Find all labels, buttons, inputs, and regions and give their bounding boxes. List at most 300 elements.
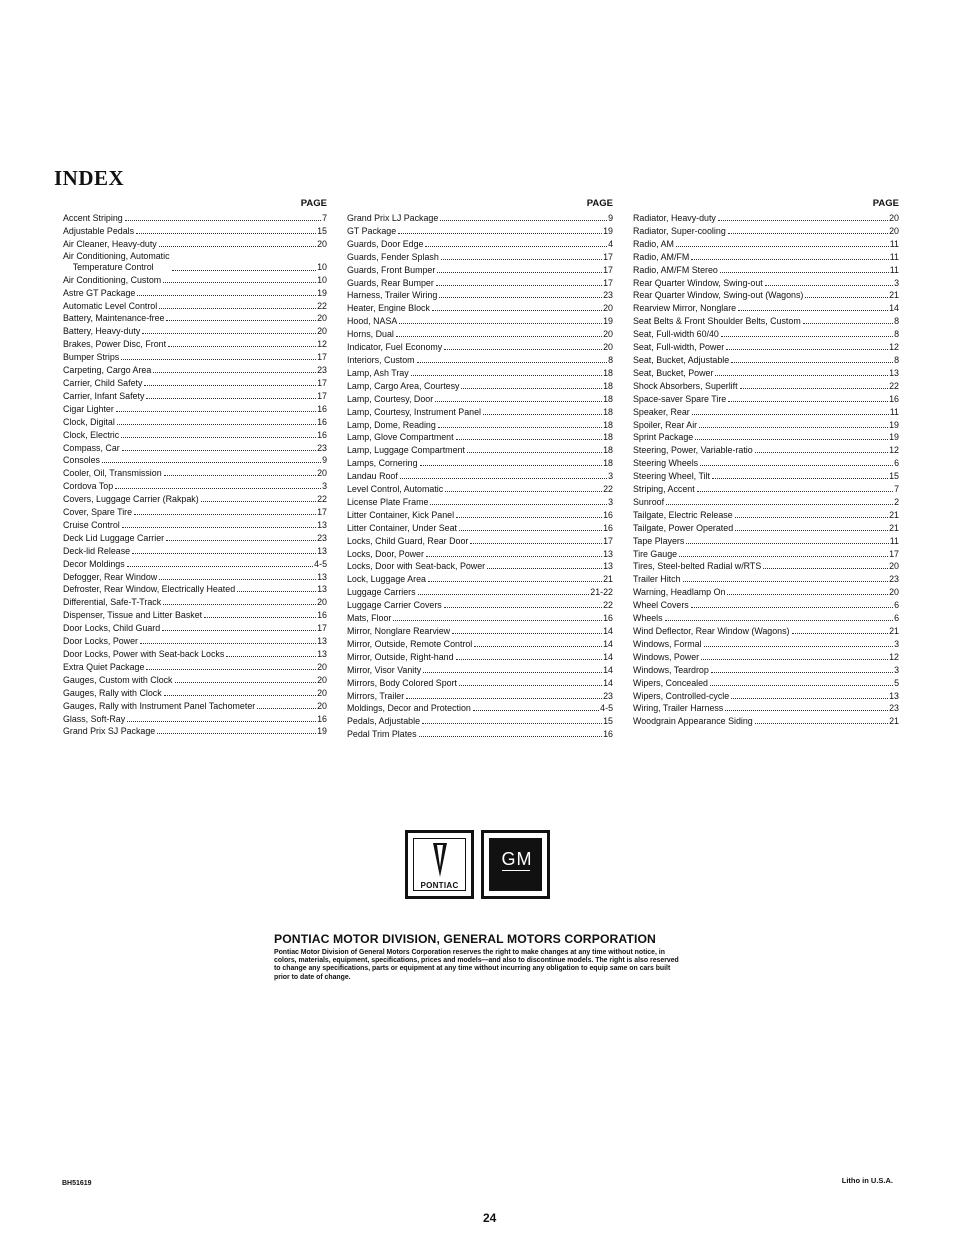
index-entry-page: 14 (889, 303, 899, 314)
index-entry (633, 238, 899, 251)
index-entry (63, 300, 327, 313)
index-entry-page: 6 (894, 600, 899, 611)
index-entry-page: 17 (317, 390, 327, 401)
index-entry-name: Luggage Carriers (347, 587, 416, 598)
index-entry-page: 23 (889, 703, 899, 714)
dot-leader (459, 530, 602, 531)
index-entry-page: 3 (608, 496, 613, 507)
litho-label: Litho in U.S.A. (841, 1176, 893, 1185)
index-entry-page: 17 (317, 623, 327, 634)
dot-leader (172, 270, 317, 271)
index-entry-page: 21 (603, 574, 613, 585)
index-entry-page: 15 (603, 716, 613, 727)
index-entry (347, 380, 613, 393)
dot-leader (419, 736, 603, 737)
index-entry-page: 16 (603, 522, 613, 533)
dot-leader (425, 246, 607, 247)
index-entry-name: Pedal Trim Plates (347, 729, 417, 740)
dot-leader (163, 282, 316, 283)
index-entry-page: 11 (889, 535, 899, 546)
dot-leader (718, 220, 888, 221)
index-entry-name: Indicator, Fuel Economy (347, 342, 443, 353)
dot-leader (159, 579, 316, 580)
index-entry-name: Speaker, Rear (633, 406, 690, 417)
index-entry (633, 431, 899, 444)
index-entry-page: 3 (894, 638, 899, 649)
dot-leader (418, 594, 590, 595)
index-entry (633, 457, 899, 470)
dot-leader (686, 543, 888, 544)
index-entry-page: 20 (889, 587, 899, 598)
index-entry (63, 480, 327, 493)
index-entry-name: Wipers, Concealed (633, 677, 708, 688)
index-entry-name: Radiator, Super-cooling (633, 225, 726, 236)
index-entry-name: License Plate Frame (347, 496, 429, 507)
index-entry (633, 690, 899, 703)
index-entry-name: Clock, Electric (63, 429, 120, 440)
index-entry-name: Carrier, Child Safety (63, 377, 143, 388)
dot-leader (122, 450, 316, 451)
index-entry-page: 20 (889, 225, 899, 236)
index-entry (633, 225, 899, 238)
dot-leader (755, 723, 888, 724)
dot-leader (676, 246, 889, 247)
index-entry-name: Wheels (633, 613, 663, 624)
index-entry (347, 264, 613, 277)
dot-leader (164, 695, 316, 696)
index-entry (63, 558, 327, 571)
index-entry (347, 573, 613, 586)
index-entry-page: 20 (317, 661, 327, 672)
index-entry-name: Seat, Bucket, Power (633, 367, 714, 378)
index-entry-name: Extra Quiet Package (63, 661, 145, 672)
dot-leader (728, 401, 888, 402)
index-entry (63, 725, 327, 738)
index-entry (63, 212, 327, 225)
dot-leader (715, 375, 888, 376)
index-entry-page: 14 (603, 651, 613, 662)
index-entry-name: Locks, Door with Seat-back, Power (347, 561, 486, 572)
dot-leader (121, 359, 316, 360)
index-entry-name: Mirrors, Trailer (347, 690, 405, 701)
index-entry-name: Tires, Steel-belted Radial w/RTS (633, 561, 762, 572)
index-entry (633, 264, 899, 277)
index-entry-name: Mirror, Outside, Right-hand (347, 651, 454, 662)
index-entry-page: 16 (603, 613, 613, 624)
index-entry-page: 21 (889, 626, 899, 636)
dot-leader (116, 411, 316, 412)
index-entry (633, 651, 899, 664)
index-entry-page: 22 (603, 484, 613, 495)
index-entry-name: Guards, Door Edge (347, 238, 424, 249)
dot-leader (701, 659, 888, 660)
index-entry-page: 20 (603, 329, 613, 340)
index-entry-name: Warning, Headlamp On (633, 587, 726, 598)
index-entry (347, 599, 613, 612)
index-entry (347, 419, 613, 432)
index-entry (633, 548, 899, 561)
index-entry-page: 18 (603, 367, 613, 378)
gm-logo (481, 830, 550, 899)
index-entry-name: Landau Roof (347, 471, 398, 482)
index-entry-page: 13 (889, 367, 899, 378)
index-entry (63, 287, 327, 300)
dot-leader (731, 698, 888, 699)
index-entry-page: 13 (889, 690, 899, 701)
dot-leader (666, 504, 893, 505)
index-entry (633, 393, 899, 406)
index-entry (347, 548, 613, 561)
index-entry-page: 21-22 (590, 587, 613, 598)
pontiac-arrowhead-icon (420, 839, 460, 879)
dot-leader (121, 437, 316, 438)
dot-leader (712, 478, 888, 479)
index-entry-name: Steering Wheels (633, 458, 699, 469)
index-entry-name: Sunroof (633, 496, 665, 507)
index-entry-page: 20 (889, 213, 899, 223)
index-entry-page: 11 (889, 406, 899, 417)
index-entry (347, 651, 613, 664)
index-entry-name: Deck Lid Luggage Carrier (63, 532, 165, 543)
index-entry-page: 17 (317, 377, 327, 388)
index-entry-name: Battery, Heavy-duty (63, 326, 141, 337)
index-entry (63, 238, 327, 251)
index-entry-page: 11 (889, 238, 899, 249)
dot-leader (727, 594, 888, 595)
index-entry (347, 638, 613, 651)
index-entry-name: Windows, Formal (633, 638, 702, 649)
dot-leader (721, 336, 893, 337)
dot-leader (426, 556, 602, 557)
index-entry-name: Harness, Trailer Wiring (347, 290, 438, 301)
index-entry-page: 13 (317, 571, 327, 582)
index-entry (633, 625, 899, 638)
dot-leader (257, 708, 316, 709)
index-entry-name: Guards, Front Bumper (347, 264, 436, 275)
index-entry-page: 14 (603, 638, 613, 649)
index-entry-name: Hood, NASA (347, 316, 398, 327)
index-entry (347, 406, 613, 419)
index-entry (633, 406, 899, 419)
index-entry-page: 19 (889, 419, 899, 430)
index-entry-page: 9 (608, 213, 613, 223)
index-entry-name: Litter Container, Kick Panel (347, 509, 455, 520)
index-entry-name: Grand Prix SJ Package (63, 726, 156, 737)
index-entry (633, 380, 899, 393)
index-entry (633, 664, 899, 677)
index-entry-name: Moldings, Decor and Protection (347, 703, 471, 714)
index-column-2 (347, 198, 613, 741)
index-entry-page: 13 (603, 548, 613, 559)
index-entry (63, 351, 327, 364)
dot-leader (127, 721, 316, 722)
index-entry-name: Cover, Spare Tire (63, 507, 133, 518)
index-entry-page: 20 (603, 342, 613, 353)
index-entry (633, 289, 899, 302)
index-entry (347, 612, 613, 625)
dot-leader (456, 517, 602, 518)
index-entry-page: 14 (603, 677, 613, 688)
dot-leader (428, 581, 602, 582)
dot-leader (444, 607, 602, 608)
dot-leader (400, 478, 607, 479)
index-entry-name: Striping, Accent (633, 484, 695, 495)
index-entry-page: 11 (889, 251, 899, 262)
index-entry-name: Lamp, Courtesy, Instrument Panel (347, 406, 482, 417)
dot-leader (175, 682, 317, 683)
index-entry (347, 393, 613, 406)
dot-leader (679, 556, 888, 557)
dot-leader (470, 543, 602, 544)
index-entry-name: Tape Players (633, 535, 685, 546)
dot-leader (396, 336, 602, 337)
dot-leader (163, 604, 316, 605)
dot-leader (691, 259, 889, 260)
dot-leader (459, 685, 602, 686)
index-entry-name: Clock, Digital (63, 416, 115, 427)
index-entry-name: Door Locks, Child Guard (63, 623, 161, 634)
index-entry-name: Defogger, Rear Window (63, 571, 158, 582)
index-entry-page: 22 (603, 600, 613, 611)
index-entry-page: 17 (603, 535, 613, 546)
index-entry-page: 19 (889, 432, 899, 443)
dot-leader (726, 349, 888, 350)
index-entry-page: 13 (603, 561, 613, 572)
index-entry-page: 17 (317, 507, 327, 518)
index-entry (633, 496, 899, 509)
index-entry-name: Heater, Engine Block (347, 303, 430, 314)
index-entry (633, 470, 899, 483)
dot-leader (102, 462, 321, 463)
index-entry (63, 700, 327, 713)
dot-leader (237, 591, 316, 592)
index-entry-page: 20 (317, 313, 327, 324)
index-entry-name: Differential, Safe-T-Track (63, 597, 162, 608)
index-entry-page: 17 (603, 277, 613, 288)
index-entry (347, 470, 613, 483)
index-entry (63, 506, 327, 519)
index-entry-name: Lamp, Courtesy, Door (347, 393, 434, 404)
index-entry-page: 4-5 (314, 558, 327, 569)
index-entry-name: Seat, Full-width, Power (633, 342, 725, 353)
page-title: INDEX (54, 166, 125, 190)
dot-leader (445, 491, 602, 492)
index-entry (347, 677, 613, 690)
index-entry-name: Seat, Full-width 60/40 (633, 329, 719, 340)
dot-leader (146, 398, 316, 399)
dot-leader (731, 362, 893, 363)
index-entry-page: 14 (603, 664, 613, 675)
index-entry-name: Rearview Mirror, Nonglare (633, 303, 737, 314)
index-entry-name: Horns, Dual (347, 329, 394, 340)
index-entry (633, 522, 899, 535)
dot-leader (399, 323, 602, 324)
index-entry-page: 23 (603, 690, 613, 701)
dot-leader (406, 698, 602, 699)
dot-leader (122, 527, 316, 528)
logo-group (405, 830, 550, 899)
index-entry (633, 419, 899, 432)
index-entry-name: Lock, Luggage Area (347, 574, 426, 585)
index-entry (63, 713, 327, 726)
index-entry-name: Radio, AM (633, 238, 674, 249)
index-entry-name: Cruise Control (63, 519, 120, 530)
index-entry-page: 20 (889, 561, 899, 572)
index-entry-page: 21 (889, 290, 899, 301)
index-entry-name: Locks, Door, Power (347, 548, 424, 559)
index-entry-name: Space-saver Spare Tire (633, 393, 727, 404)
index-entry (63, 545, 327, 558)
dot-leader (805, 297, 888, 298)
index-entry (63, 622, 327, 635)
dot-leader (146, 669, 316, 670)
index-entry-page: 5 (894, 677, 899, 688)
dot-leader (117, 424, 316, 425)
index-entry-page: 18 (603, 458, 613, 469)
dot-leader (483, 414, 602, 415)
index-entry-page: 14 (603, 626, 613, 636)
index-entry-page: 12 (317, 339, 327, 350)
index-entry-name: Tire Gauge (633, 548, 678, 559)
index-entry (63, 442, 327, 455)
dot-leader (467, 452, 602, 453)
index-entry-page: 20 (317, 468, 327, 479)
index-entry-name: Carrier, Infant Safety (63, 390, 145, 401)
index-entry (633, 586, 899, 599)
dot-leader (720, 272, 889, 273)
index-entry (633, 212, 899, 225)
index-entry-name: Accent Striping (63, 213, 123, 223)
index-entry-page: 23 (317, 365, 327, 376)
index-entry-name: Pedals, Adjustable (347, 716, 421, 727)
index-entry-name: Carpeting, Cargo Area (63, 365, 152, 376)
index-entry-name: Gauges, Rally with Instrument Panel Tachometer (63, 700, 256, 711)
dot-leader (765, 285, 893, 286)
index-entry (633, 560, 899, 573)
index-entry (633, 341, 899, 354)
index-entry (63, 571, 327, 584)
index-entry (347, 302, 613, 315)
index-entry-name: Rear Quarter Window, Swing-out (633, 277, 763, 288)
index-entry-page: 19 (317, 287, 327, 298)
index-entry-name: Windows, Power (633, 651, 700, 662)
index-entry-page: 20 (603, 303, 613, 314)
index-entry (633, 483, 899, 496)
index-entry (347, 522, 613, 535)
index-entry (633, 599, 899, 612)
index-entry-page: 19 (603, 316, 613, 327)
index-entry-name: Adjustable Pedals (63, 225, 135, 236)
index-entry-name: Luggage Carrier Covers (347, 600, 442, 611)
index-entry (63, 532, 327, 545)
index-entry-page: 13 (317, 649, 327, 659)
index-entry-name: Deck-lid Release (63, 545, 131, 556)
index-entry-name: Door Locks, Power with Seat-back Locks (63, 649, 225, 659)
index-entry-page: 20 (317, 326, 327, 337)
index-entry-name: Guards, Rear Bumper (347, 277, 434, 288)
dot-leader (162, 630, 316, 631)
index-entry (63, 312, 327, 325)
index-entry (347, 715, 613, 728)
index-entry (347, 367, 613, 380)
dot-leader (398, 233, 602, 234)
index-entry-page: 7 (322, 213, 327, 223)
index-entry-name: Radiator, Heavy-duty (633, 213, 716, 223)
index-entry-page: 20 (317, 674, 327, 685)
index-entry-page: 10 (317, 261, 327, 272)
index-entry-name: Door Locks, Power (63, 636, 138, 647)
dot-leader (695, 439, 888, 440)
index-entry-name: Dispenser, Tissue and Litter Basket (63, 610, 203, 621)
index-entry (63, 403, 327, 416)
index-entry-page: 16 (317, 429, 327, 440)
index-entry (347, 702, 613, 715)
dot-leader (728, 233, 888, 234)
dot-leader (417, 362, 607, 363)
index-entry-name: Wipers, Controlled-cycle (633, 690, 730, 701)
index-entry (347, 354, 613, 367)
dot-leader (136, 233, 316, 234)
index-entry-page: 19 (317, 726, 327, 737)
index-entry (347, 225, 613, 238)
index-entry-page: 20 (317, 597, 327, 608)
index-entry (63, 519, 327, 532)
index-entry-page: 3 (894, 664, 899, 675)
form-code: BH51619 (62, 1180, 92, 1187)
index-entry-name: Trailer Hitch (633, 574, 681, 585)
dot-leader (456, 439, 603, 440)
index-entry-name: Mirror, Nonglare Rearview (347, 626, 451, 636)
index-entry (633, 251, 899, 264)
dot-leader (436, 285, 602, 286)
index-entry-page: 13 (317, 584, 327, 595)
index-entry (63, 390, 327, 403)
index-entry-name: Mirrors, Body Colored Sport (347, 677, 457, 688)
dot-leader (134, 514, 316, 515)
index-entry-name: Tailgate, Power Operated (633, 522, 734, 533)
dot-leader (430, 504, 607, 505)
dot-leader (144, 385, 316, 386)
index-entry-name: Cigar Lighter (63, 403, 114, 414)
index-entry-page: 13 (317, 545, 327, 556)
index-entry (347, 328, 613, 341)
index-entry-page: 17 (889, 548, 899, 559)
index-entry (633, 302, 899, 315)
index-entry (63, 454, 327, 467)
index-entry (633, 573, 899, 586)
legal-notice: Pontiac Motor Division of General Motors Corporation reserves the right to make changes at any time without notice, in colors, materials, equipment, specifications, prices and models—and also to discontinue models. The right is also reserved to change any specifications, parts or equipment at any time without incurring any obligation to equip same on cars built prior to date of change. (274, 949, 679, 981)
index-entry-name: Defroster, Rear Window, Electrically Heated (63, 584, 236, 595)
index-entry (347, 560, 613, 573)
index-entry-name: Lamp, Dome, Reading (347, 419, 436, 430)
page-column-header: PAGE (300, 198, 327, 209)
index-entry (63, 596, 327, 609)
index-entry (633, 702, 899, 715)
dot-leader (164, 475, 316, 476)
index-entry (63, 467, 327, 480)
index-entry-name: Air Conditioning, Automatic Temperature Control (63, 250, 170, 273)
index-entry (347, 238, 613, 251)
gm-logo-label: GM (501, 849, 533, 869)
index-entry-name: Wheel Covers (633, 600, 689, 611)
dot-leader (137, 295, 316, 296)
index-entry-name: Woodgrain Appearance Siding (633, 716, 753, 727)
index-entry-name: Compass, Car (63, 442, 120, 453)
index-entry-page: 2 (894, 496, 899, 507)
index-entry-page: 18 (603, 380, 613, 391)
index-entry-name: Radio, AM/FM Stereo (633, 264, 718, 275)
index-entry-name: Bumper Strips (63, 352, 120, 363)
